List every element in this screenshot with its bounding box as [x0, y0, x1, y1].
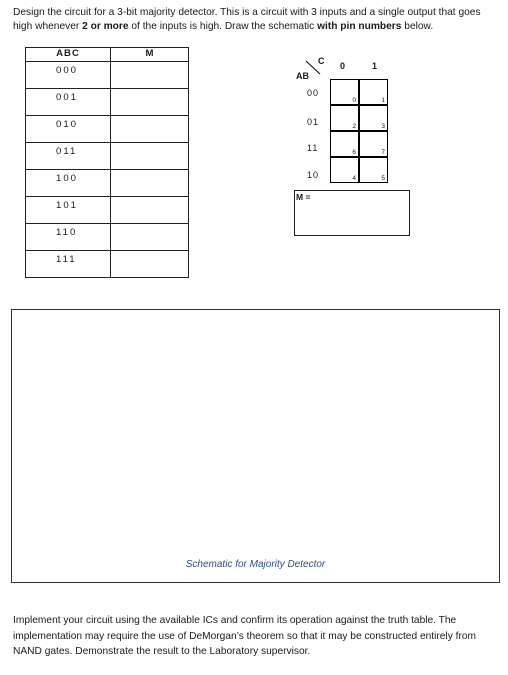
kmap-col-1: 1	[372, 61, 378, 71]
kmap-row-10: 10	[307, 170, 320, 180]
schematic-area[interactable]	[11, 309, 500, 583]
table-row	[26, 116, 189, 143]
instructions-bold-1: 2 or more	[82, 21, 129, 33]
input-cell: 001	[26, 89, 111, 116]
cell-number: 5	[381, 175, 385, 182]
output-cell[interactable]	[111, 89, 189, 116]
truth-table	[25, 47, 189, 278]
output-cell[interactable]	[111, 197, 189, 224]
table-row	[26, 62, 189, 89]
output-cell[interactable]	[111, 251, 189, 278]
implementation-paragraph: Implement your circuit using the available ICs and confirm its operation against the truth table. The implementation may require the use of DeMorgan’s theorem so that it may be constructed entirely from NAND gates. Demonstrate the result to the Laboratory supervisor.	[13, 615, 476, 658]
kmap-cell-4[interactable]	[330, 157, 359, 183]
output-cell[interactable]	[111, 224, 189, 251]
instructions-text-2: of the inputs is high. Draw the schematic	[128, 21, 318, 33]
table-row	[26, 197, 189, 224]
kmap-cell-5[interactable]	[359, 157, 388, 183]
cell-number: 7	[381, 149, 385, 156]
output-cell[interactable]	[111, 116, 189, 143]
input-cell: 000	[26, 62, 111, 89]
kmap-row-11: 11	[307, 143, 319, 153]
input-cell: 010	[26, 116, 111, 143]
kmap-cell-7[interactable]	[359, 131, 388, 157]
kmap-row-00: 00	[307, 88, 320, 98]
output-cell[interactable]	[111, 170, 189, 197]
cell-number: 1	[381, 97, 385, 104]
input-cell: 111	[26, 251, 111, 278]
schematic-caption: Schematic for Majority Detector	[185, 559, 326, 570]
output-cell[interactable]	[111, 143, 189, 170]
kmap-cell-3[interactable]	[359, 105, 388, 131]
kmap-row-01: 01	[307, 117, 320, 127]
table-row	[26, 170, 189, 197]
cell-number: 6	[352, 149, 356, 156]
header-m: M	[111, 48, 189, 62]
table-row	[26, 143, 189, 170]
kmap-col-0: 0	[340, 61, 346, 71]
instructions-text-1: Design the circuit for a 3-bit majority detector. This is a circuit with 3 inputs and a single output that goes high whenever	[13, 7, 481, 33]
input-cell: 110	[26, 224, 111, 251]
cell-number: 3	[381, 123, 385, 130]
instructions-text-3: below.	[401, 21, 434, 33]
input-cell: 100	[26, 170, 111, 197]
cell-number: 2	[352, 123, 356, 130]
header-abc: ABC	[26, 48, 111, 62]
table-row	[26, 89, 189, 116]
m-equation-label: M =	[296, 192, 311, 202]
instructions-bold-2: with pin numbers	[317, 21, 402, 33]
cell-number: 4	[352, 175, 356, 182]
kmap-var-ab: AB	[296, 71, 309, 81]
table-row	[26, 224, 189, 251]
kmap-var-c: C	[318, 56, 325, 66]
input-cell: 011	[26, 143, 111, 170]
truth-table-header	[26, 48, 189, 62]
kmap-cell-2[interactable]	[330, 105, 359, 131]
kmap-cell-6[interactable]	[330, 131, 359, 157]
kmap-cell-0[interactable]	[330, 79, 359, 105]
m-equation-box[interactable]	[294, 190, 410, 236]
instructions-paragraph	[13, 6, 501, 35]
kmap-cell-1[interactable]	[359, 79, 388, 105]
table-row	[26, 251, 189, 278]
input-cell: 101	[26, 197, 111, 224]
output-cell[interactable]	[111, 62, 189, 89]
cell-number: 0	[352, 97, 356, 104]
